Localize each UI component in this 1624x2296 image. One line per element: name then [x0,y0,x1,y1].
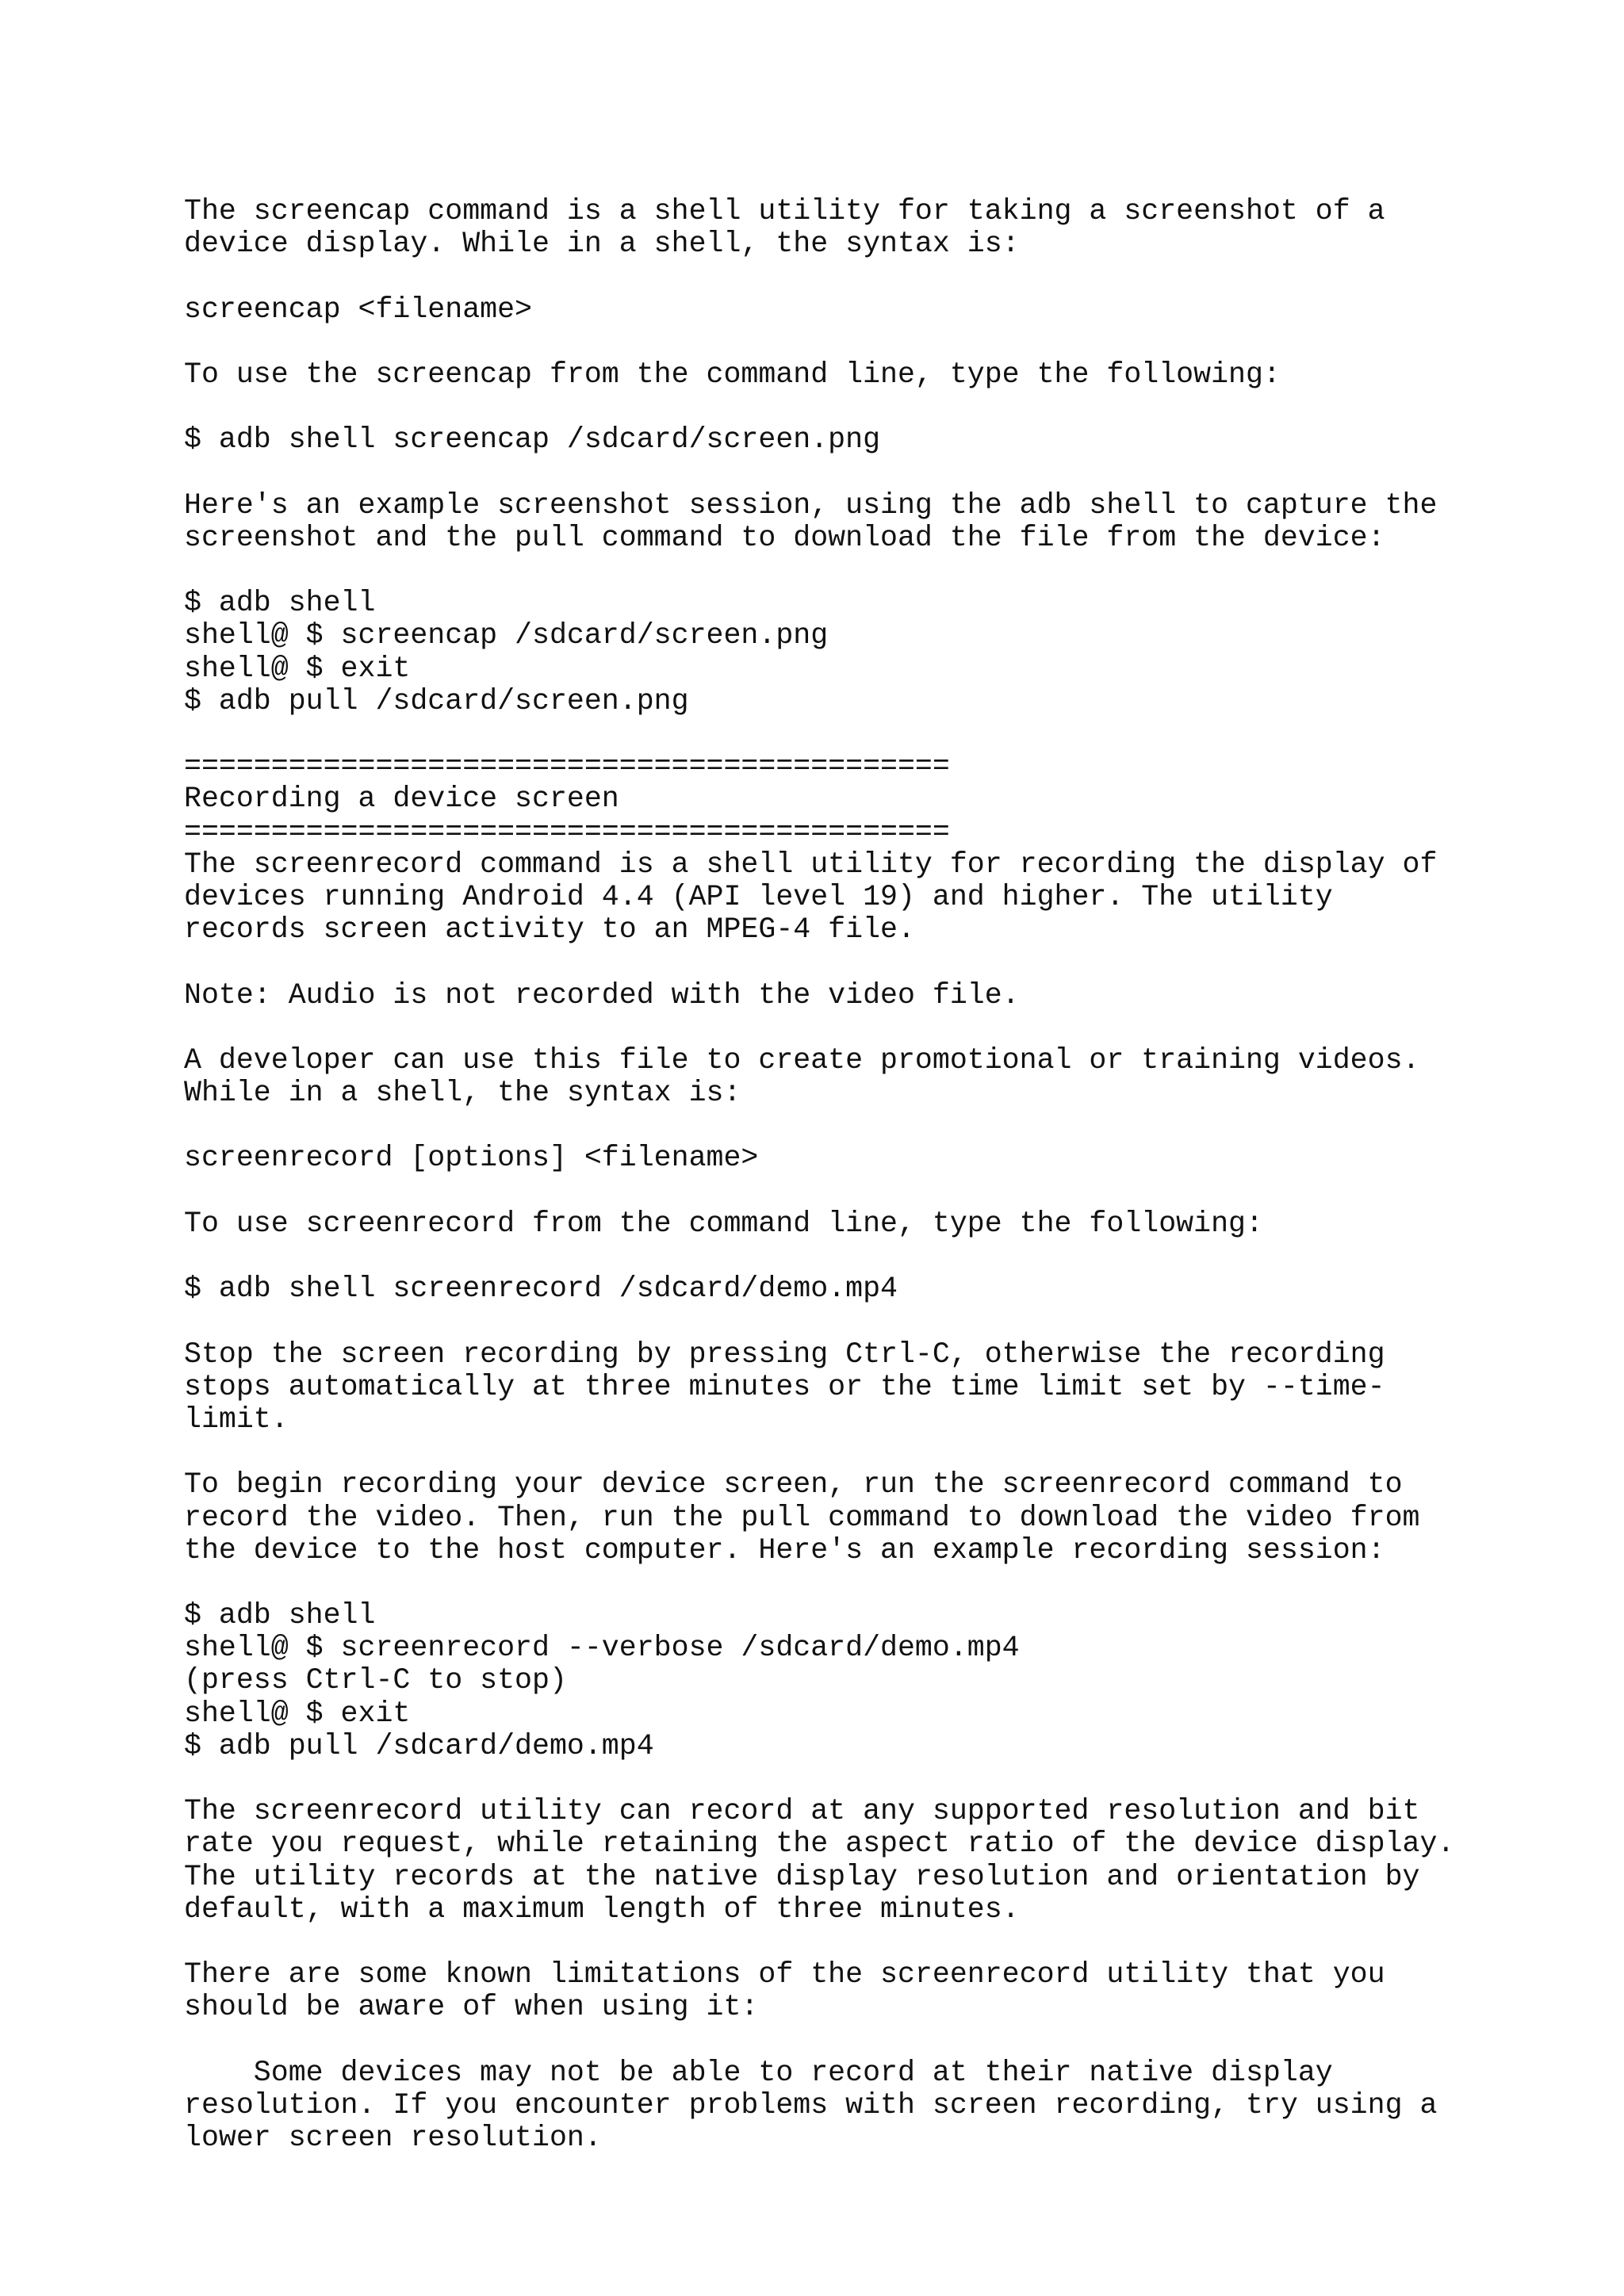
blank-line [184,1175,1595,1207]
text-line: should be aware of when using it: [184,1991,759,2024]
blank-line [184,718,1595,750]
text-line: record the video. Then, run the pull command to download the video from [184,1501,1420,1534]
command-line: shell@ $ exit [184,1697,411,1730]
command-line: $ adb pull /sdcard/demo.mp4 [184,1729,654,1762]
blank-line [184,391,1595,423]
text-line: resolution. If you encounter problems with screen recording, try using a [184,2088,1438,2122]
text-line: default, with a maximum length of three minutes. [184,1892,1020,1926]
section-heading: Recording a device screen [184,783,619,816]
text-line: A developer can use this file to create promotional or training videos. [184,1043,1420,1077]
text-line: devices running Android 4.4 (API level 19) and higher. The utility [184,880,1333,913]
text-line: The screenrecord utility can record at any supported resolution and bit [184,1795,1420,1828]
text-line: screenshot and the pull command to download the file from the device: [184,521,1385,554]
text-line: lower screen resolution. [184,2122,602,2155]
blank-line [184,554,1595,587]
command-line: shell@ $ screencap /sdcard/screen.png [184,619,829,652]
text-line: The screencap command is a shell utility for taking a screenshot of a [184,195,1385,228]
command-line: $ adb shell screenrecord /sdcard/demo.mp4 [184,1272,898,1306]
text-line: While in a shell, the syntax is: [184,1077,741,1110]
command-line: $ adb pull /sdcard/screen.png [184,684,689,718]
text-line: To use screenrecord from the command line, type the following: [184,1207,1263,1240]
text-line: There are some known limitations of the screenrecord utility that you [184,1958,1385,1992]
text-line: The screenrecord command is a shell utility for recording the display of [184,848,1438,881]
text-line: The utility records at the native display resolution and orientation by [184,1860,1420,1893]
text-line: limit. [184,1402,289,1436]
command-line: $ adb shell [184,587,376,620]
command-line: (press Ctrl-C to stop) [184,1664,567,1697]
blank-line [184,1109,1595,1142]
blank-line [184,260,1595,293]
blank-line [184,457,1595,489]
command-line: $ adb shell [184,1599,376,1632]
text-line: To use the screencap from the command line, type the following: [184,358,1281,391]
text-line: stops automatically at three minutes or the time limit set by --time- [184,1370,1385,1403]
blank-line [184,1762,1595,1795]
blank-line [184,1567,1595,1599]
text-line: Stop the screen recording by pressing Ctrl-C, otherwise the recording [184,1337,1385,1371]
blank-line [184,1305,1595,1337]
text-line: rate you request, while retaining the aspect ratio of the device display. [184,1827,1455,1861]
syntax-line: screencap <filename> [184,293,533,326]
note-line: Note: Audio is not recorded with the video file. [184,978,1020,1012]
text-line: device display. While in a shell, the syntax is: [184,228,1020,261]
blank-line [184,1926,1595,1958]
command-line: shell@ $ screenrecord --verbose /sdcard/demo.mp4 [184,1632,1020,1665]
blank-line [184,2024,1595,2057]
command-line: $ adb shell screencap /sdcard/screen.png [184,423,881,457]
document-text [184,195,1595,2154]
blank-line [184,1240,1595,1272]
list-item-line: Some devices may not be able to record at their native display [184,2056,1333,2089]
blank-line [184,1436,1595,1468]
text-line: Here's an example screenshot session, using the adb shell to capture the [184,488,1438,522]
text-line: To begin recording your device screen, run the screenrecord command to [184,1468,1403,1502]
section-divider: ============================================ [184,750,950,783]
section-divider: ============================================ [184,815,950,848]
syntax-line: screenrecord [options] <filename> [184,1142,759,1175]
command-line: shell@ $ exit [184,652,411,685]
text-line: records screen activity to an MPEG-4 file. [184,913,915,947]
blank-line [184,1012,1595,1044]
text-line: the device to the host computer. Here's an example recording session: [184,1533,1385,1567]
blank-line [184,946,1595,978]
blank-line [184,326,1595,358]
